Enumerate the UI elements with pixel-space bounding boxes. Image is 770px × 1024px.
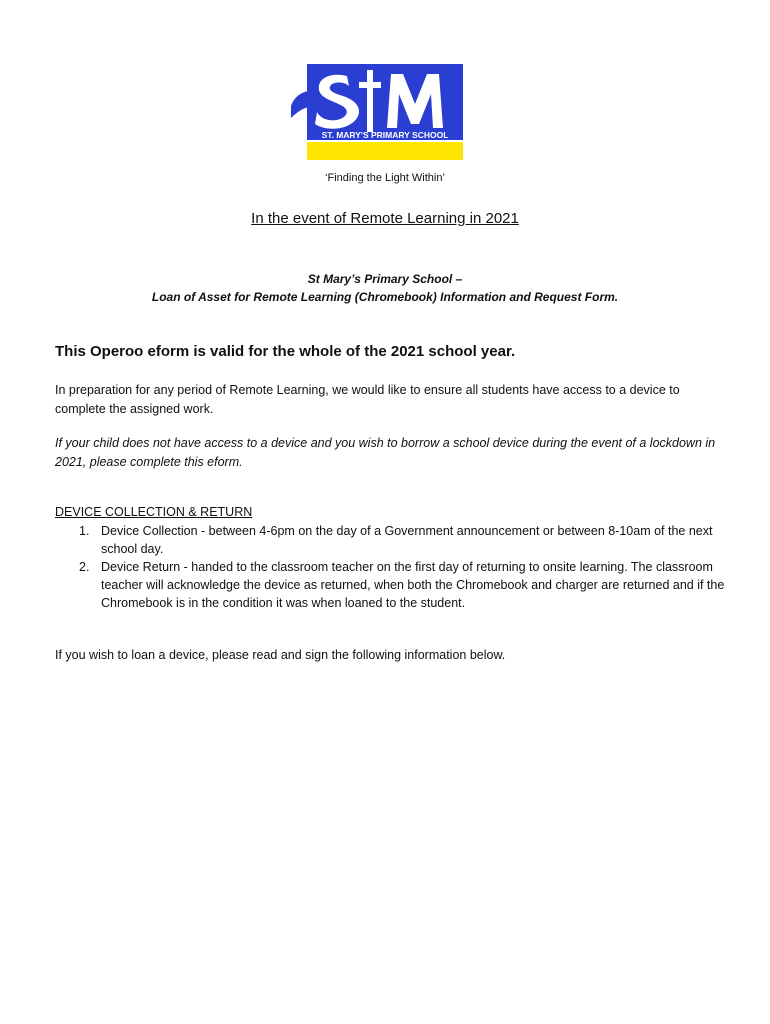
device-steps-list xyxy=(55,522,725,612)
subtitle-line-1: St Mary’s Primary School – xyxy=(307,272,463,286)
closing-instruction: If you wish to loan a device, please read and sign the following information below. xyxy=(55,648,506,662)
list-item xyxy=(55,558,725,612)
event-title: In the event of Remote Learning in 2021 xyxy=(251,210,519,227)
step-text: Device Return - handed to the classroom teacher on the first day of returning to onsite learning. The classroom teacher will acknowledge the device as returned, when both the Chromebook and charger are returned and if the Chromebook is in the condition it was when loaned to the student. xyxy=(101,560,725,610)
borrow-note: If your child does not have access to a device and you wish to borrow a school device during the event of a lockdown in 2021, please complete this eform. xyxy=(55,436,716,469)
step-text: Device Collection - between 4-6pm on the day of a Government announcement or between 8-10am of the next school day. xyxy=(101,524,713,556)
step-number: 2. xyxy=(79,560,90,574)
intro-paragraph: In preparation for any period of Remote Learning, we would like to ensure all students have access to a device to complete the assigned work. xyxy=(55,383,680,416)
subtitle-line-2: Loan of Asset for Remote Learning (Chromebook) Information and Request Form. xyxy=(151,290,619,304)
step-number: 1. xyxy=(79,524,90,538)
device-section-heading: DEVICE COLLECTION & RETURN xyxy=(55,505,253,519)
form-subtitle xyxy=(0,270,770,306)
validity-statement: This Operoo eform is valid for the whole of the 2021 school year. xyxy=(55,343,516,360)
list-item xyxy=(55,522,725,558)
school-logo xyxy=(291,58,463,162)
logo-school-name: ST. MARY'S PRIMARY SCHOOL xyxy=(321,130,449,140)
school-tagline: ‘Finding the Light Within’ xyxy=(325,172,445,184)
